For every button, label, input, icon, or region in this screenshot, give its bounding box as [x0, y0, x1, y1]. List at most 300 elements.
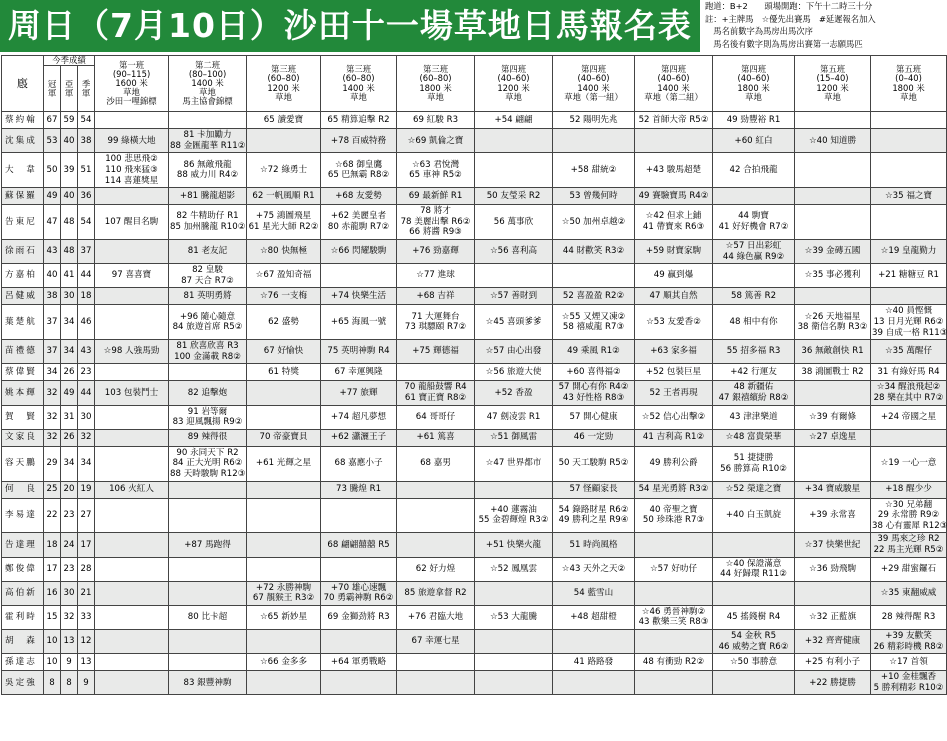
trainer-stat: 41	[61, 264, 78, 288]
horse-entry: 13 日月光輝 R6②	[873, 316, 944, 327]
race-entry-cell	[795, 481, 871, 498]
horse-entry: 43 歡樂三笑 R8③	[638, 617, 709, 628]
race-entry-cell	[475, 481, 553, 498]
horse-entry: 44 綠色贏 R9②	[722, 251, 785, 262]
race-entry-cell	[321, 129, 397, 153]
horse-entry: 50 珍珠港 R7③	[642, 515, 705, 526]
race-header-line: (90–115)	[112, 68, 151, 79]
trainer-name: 鄭俊偉	[2, 557, 44, 581]
horse-entry: 67 靚猴王 R3②	[252, 593, 315, 604]
trainer-stat: 18	[78, 288, 95, 305]
trainer-stat: 48	[61, 205, 78, 240]
horse-entry: ☆27 卓逸星	[808, 432, 857, 443]
note-line: 跑道：B+2 頭場開跑：下午十二時三十分	[705, 1, 873, 11]
trainer-name: 姚本輝	[2, 381, 44, 405]
race-entry-cell	[321, 153, 397, 188]
horse-entry: +60 喜得福②	[566, 367, 621, 378]
horse-entry: 51 捷捷勝	[733, 453, 774, 464]
header	[0, 0, 907, 52]
race-entry-cell	[247, 498, 321, 533]
race-entry-cell	[795, 557, 871, 581]
trainer-stat: 44	[78, 381, 95, 405]
trainer-name: 何 良	[2, 481, 44, 498]
race-header-line: 第四班	[740, 64, 767, 75]
race-entry-cell	[795, 129, 871, 153]
race-entry-cell	[475, 153, 553, 188]
race-entry-cell	[553, 188, 635, 205]
horse-entry: 70 勇霸神駒 R6②	[323, 593, 394, 604]
horse-entry: ☆43 天外之天②	[561, 563, 626, 574]
horse-entry: 43 好性格 R8③	[562, 392, 625, 403]
table-row	[2, 557, 947, 581]
race-entry-cell	[95, 239, 169, 263]
race-header	[95, 56, 169, 112]
race-header	[553, 56, 635, 112]
race-entry-cell	[553, 605, 635, 629]
horse-entry: +76 君臨大地	[407, 612, 464, 623]
race-entry-cell	[95, 381, 169, 405]
horse-entry: 28 辣得醒 R3	[881, 612, 936, 623]
horse-entry: 54 星光勇將 R3②	[638, 484, 709, 495]
race-entry-cell	[321, 288, 397, 305]
race-entry-cell	[553, 405, 635, 429]
trainer-stat: 54	[78, 205, 95, 240]
trainer-name: 告東尼	[2, 205, 44, 240]
table-row	[2, 381, 947, 405]
stat-header-label: 亞軍	[64, 78, 74, 98]
race-header-line: 第三班	[345, 64, 372, 75]
race-entry-cell	[95, 305, 169, 340]
horse-entry: +61 篤喜	[416, 432, 455, 443]
trainer-stat: 48	[61, 239, 78, 263]
horse-entry: 52 首師大帝 R5②	[638, 114, 709, 125]
race-entry-cell	[713, 671, 795, 695]
horse-entry: +68 友愛勢	[335, 190, 382, 201]
horse-entry: 47 劍凌雲 R1	[486, 411, 541, 422]
race-entry-cell	[713, 305, 795, 340]
horse-entry: 39 自成一格 R11③	[872, 327, 947, 338]
race-entry-cell	[321, 498, 397, 533]
race-entry-cell	[321, 630, 397, 654]
race-entry-cell	[321, 364, 397, 381]
race-entry-cell	[871, 381, 947, 405]
race-entry-cell	[871, 288, 947, 305]
race-entry-cell	[397, 429, 475, 446]
race-entry-cell	[169, 429, 247, 446]
race-entry-cell	[713, 498, 795, 533]
trainer-stat: 53	[44, 129, 61, 153]
race-header-line: (60–80)	[342, 73, 375, 84]
race-entry-cell	[475, 557, 553, 581]
horse-entry: ☆36 勁飛駒	[808, 563, 857, 574]
table-row	[2, 153, 947, 188]
race-header-line: 第二班	[194, 59, 221, 70]
horse-entry: ☆50 加州卓越②	[561, 216, 626, 227]
race-entry-cell	[397, 581, 475, 605]
horse-entry: 62 盛勢	[268, 316, 299, 327]
race-entry-cell	[247, 446, 321, 481]
horse-entry: 82 牛精助仔 R1	[176, 211, 239, 222]
trainer-stat: 29	[44, 446, 61, 481]
race-entry-cell	[713, 654, 795, 671]
race-entry-cell	[475, 129, 553, 153]
race-entry-cell	[95, 188, 169, 205]
race-entry-cell	[795, 239, 871, 263]
race-entry-cell	[475, 654, 553, 671]
race-entry-cell	[795, 153, 871, 188]
race-entry-cell	[635, 129, 713, 153]
race-header-line: 草地（第二組）	[644, 91, 703, 102]
horse-entry: ☆42 但求上鋪	[645, 211, 702, 222]
race-entry-cell	[871, 654, 947, 671]
horse-entry: +34 寶威駿星	[804, 484, 861, 495]
race-entry-cell	[871, 630, 947, 654]
horse-entry: 58 禧威龍 R7③	[562, 322, 625, 333]
race-entry-cell	[321, 305, 397, 340]
race-entry-cell	[635, 429, 713, 446]
horse-entry: 61 特獎	[268, 367, 299, 378]
race-header-line: 草地	[123, 87, 140, 98]
race-entry-cell	[321, 581, 397, 605]
horse-entry: 97 喜喜寶	[111, 270, 152, 281]
horse-entry: 90 永同天下 R2	[176, 447, 239, 458]
race-entry-cell	[713, 581, 795, 605]
horse-entry: +74 超凡夢想	[330, 411, 387, 422]
race-header-line: (0–40)	[895, 73, 922, 84]
race-entry-cell	[635, 239, 713, 263]
horse-entry: 70 帝豪寶貝	[259, 432, 308, 443]
trainer-stat: 38	[44, 288, 61, 305]
race-entry-cell	[713, 364, 795, 381]
race-entry-cell	[95, 205, 169, 240]
race-entry-cell	[321, 429, 397, 446]
horse-entry: ☆65 新妙星	[259, 612, 308, 623]
trainer-stat: 37	[78, 239, 95, 263]
trainer-name: 沈集成	[2, 129, 44, 153]
trainer-stat: 21	[78, 581, 95, 605]
horse-entry: +52 香盈	[494, 387, 533, 398]
race-entry-cell	[321, 605, 397, 629]
race-entry-cell	[795, 630, 871, 654]
horse-entry: 85 加州騰龍 R10②	[170, 222, 246, 233]
trainer-stat: 30	[61, 288, 78, 305]
race-entry-cell	[475, 630, 553, 654]
race-entry-cell	[475, 239, 553, 263]
race-entry-cell	[397, 264, 475, 288]
horse-entry: 81 欣喜欣喜 R3	[176, 341, 239, 352]
race-header	[635, 56, 713, 112]
horse-entry: 51 時尚風格	[569, 539, 618, 550]
trainer-stat: 37	[44, 340, 61, 364]
trainer-name: 李易達	[2, 498, 44, 533]
race-entry-cell	[553, 112, 635, 129]
race-entry-cell	[871, 129, 947, 153]
horse-entry: 56 萬事欣	[493, 216, 534, 227]
race-header-line: 1400 米	[657, 82, 690, 93]
race-entry-cell	[95, 264, 169, 288]
entries-table	[1, 55, 947, 695]
horse-entry: 48 相中有你	[729, 316, 778, 327]
horse-entry: 61 寶正寶 R8②	[404, 392, 467, 403]
horse-entry: 47 銀禧繽紛 R8②	[718, 392, 789, 403]
stat-header-thirds	[78, 66, 95, 112]
horse-entry: +29 甜蜜鑼石	[880, 563, 937, 574]
trainer-stat: 18	[44, 533, 61, 557]
race-header-line: 馬主協會錦標	[182, 96, 233, 107]
race-entry-cell	[871, 305, 947, 340]
race-header-line: 草地	[350, 91, 367, 102]
trainer-stat: 28	[78, 557, 95, 581]
table-row	[2, 188, 947, 205]
trainer-stat: 33	[78, 605, 95, 629]
race-entry-cell	[475, 381, 553, 405]
horse-entry: 44 財歡笑 R3②	[562, 246, 625, 257]
horse-entry: 57 開心有你 R4②	[558, 382, 629, 393]
horse-entry: 46 一定勁	[573, 432, 614, 443]
horse-entry: +40 蓮霧油	[490, 504, 537, 515]
horse-entry: ☆17 首領	[889, 656, 928, 667]
race-entry-cell	[397, 153, 475, 188]
horse-entry: 38 心有靈犀 R12③	[872, 520, 947, 531]
horse-entry: 78 將才	[420, 206, 451, 217]
race-entry-cell	[169, 340, 247, 364]
horse-entry: 56 勝算高 R10②	[720, 463, 787, 474]
horse-entry: ☆66 金多多	[259, 656, 308, 667]
race-entry-cell	[635, 405, 713, 429]
race-entry-cell	[95, 446, 169, 481]
race-entry-cell	[635, 605, 713, 629]
table-row	[2, 239, 947, 263]
horse-entry: +60 紅白	[734, 135, 773, 146]
race-entry-cell	[871, 557, 947, 581]
race-entry-cell	[635, 498, 713, 533]
horse-entry: ☆46 勇晉神駒②	[641, 606, 706, 617]
race-entry-cell	[169, 671, 247, 695]
horse-entry: 86 無敵飛龍	[183, 159, 232, 170]
race-entry-cell	[713, 153, 795, 188]
horse-entry: +75 鴻圖飛星	[255, 211, 312, 222]
race-header-line: 第四班	[660, 64, 687, 75]
trainer-stat: 32	[44, 405, 61, 429]
horse-entry: 100 金滿載 R8②	[174, 351, 241, 362]
race-entry-cell	[553, 288, 635, 305]
race-entry-cell	[169, 264, 247, 288]
horse-entry: ☆76 一支梅	[259, 291, 308, 302]
horse-entry: 87 天合 R7②	[181, 275, 234, 286]
horse-entry: ☆57 善財到	[489, 291, 538, 302]
horse-entry: 82 皇駿	[192, 265, 223, 276]
trainer-stat: 67	[44, 112, 61, 129]
table-row	[2, 671, 947, 695]
race-entry-cell	[321, 654, 397, 671]
horse-entry: +48 超甜橙	[570, 612, 617, 623]
race-entry-cell	[247, 188, 321, 205]
horse-entry: ☆32 正藍旗	[808, 612, 857, 623]
race-entry-cell	[95, 654, 169, 671]
race-entry-cell	[795, 288, 871, 305]
race-header-line: (40–60)	[497, 73, 530, 84]
trainer-stat: 23	[78, 364, 95, 381]
horse-entry: 88 金匯龍華 R11②	[170, 140, 246, 151]
race-entry-cell	[795, 429, 871, 446]
race-entry-cell	[795, 340, 871, 364]
trainer-stat: 15	[44, 605, 61, 629]
race-entry-cell	[475, 498, 553, 533]
horse-entry: 69 紅駿 R3	[413, 114, 459, 125]
race-entry-cell	[635, 581, 713, 605]
horse-entry: 57 怪顧家長	[569, 484, 618, 495]
horse-entry: 41 路路發	[573, 656, 614, 667]
race-entry-cell	[795, 364, 871, 381]
race-entry-cell	[553, 153, 635, 188]
horse-entry: +54 翩翩	[494, 114, 533, 125]
trainer-name: 蘇保羅	[2, 188, 44, 205]
horse-entry: +32 齊齊健康	[804, 636, 861, 647]
trainer-stat: 40	[61, 188, 78, 205]
race-entry-cell	[871, 429, 947, 446]
horse-entry: +18 醒少少	[885, 484, 932, 495]
race-entry-cell	[321, 381, 397, 405]
race-entry-cell	[713, 481, 795, 498]
horse-entry: 54 藍雪山	[573, 587, 614, 598]
race-entry-cell	[169, 581, 247, 605]
trainer-stat: 13	[61, 630, 78, 654]
race-entry-cell	[247, 605, 321, 629]
race-header-line: 草地	[505, 91, 522, 102]
horse-entry: 58 篤善 R2	[731, 291, 777, 302]
trainer-stat: 32	[44, 429, 61, 446]
horse-entry: 110 飛來猛③	[105, 164, 158, 175]
race-entry-cell	[321, 112, 397, 129]
horse-entry: 41 好好機會 R7②	[718, 222, 789, 233]
race-entry-cell	[871, 264, 947, 288]
horse-entry: 47 順其自然	[649, 291, 698, 302]
race-entry-cell	[169, 364, 247, 381]
race-header-line: 1800 米	[737, 82, 770, 93]
trainer-stat: 30	[78, 405, 95, 429]
horse-entry: ☆68 御皇鷹	[334, 159, 383, 170]
race-entry-cell	[169, 605, 247, 629]
trainer-stat: 36	[78, 188, 95, 205]
table-row	[2, 305, 947, 340]
horse-entry: 65 車神 R5②	[409, 170, 462, 181]
race-header-line: (60–80)	[419, 73, 452, 84]
trainer-name: 葉楚航	[2, 305, 44, 340]
race-entry-cell	[169, 153, 247, 188]
race-entry-cell	[475, 264, 553, 288]
race-entry-cell	[169, 205, 247, 240]
note-line: 馬名前數字為馬房出馬次序	[705, 26, 813, 36]
race-entry-cell	[871, 581, 947, 605]
race-entry-cell	[553, 129, 635, 153]
horse-entry: +40 白玉凱旋	[725, 510, 782, 521]
trainer-name: 大 韋	[2, 153, 44, 188]
horse-entry: 71 大運舞台	[411, 311, 460, 322]
trainer-stat: 44	[78, 264, 95, 288]
trainer-stat: 23	[61, 498, 78, 533]
race-entry-cell	[95, 364, 169, 381]
race-entry-cell	[713, 630, 795, 654]
race-entry-cell	[475, 188, 553, 205]
trainer-name: 蔡約翰	[2, 112, 44, 129]
horse-entry: 88 威力川 R4②	[176, 170, 239, 181]
race-header-line: 1600 米	[115, 78, 148, 88]
trainer-stat: 10	[44, 630, 61, 654]
race-header	[247, 56, 321, 112]
race-entry-cell	[635, 446, 713, 481]
trainer-stat: 19	[78, 481, 95, 498]
trainer-stat: 8	[61, 671, 78, 695]
table-row	[2, 129, 947, 153]
trainer-stat: 38	[78, 129, 95, 153]
race-entry-cell	[795, 581, 871, 605]
race-entry-cell	[553, 305, 635, 340]
horse-entry: 82 追擊炮	[187, 387, 228, 398]
race-entry-cell	[95, 429, 169, 446]
race-entry-cell	[635, 654, 713, 671]
race-entry-cell	[795, 381, 871, 405]
race-entry-cell	[397, 557, 475, 581]
race-header-line: 第四班	[500, 64, 527, 75]
race-entry-cell	[169, 654, 247, 671]
horse-entry: 29 永常勝 R9②	[877, 510, 940, 521]
table-row	[2, 288, 947, 305]
race-entry-cell	[713, 264, 795, 288]
trainer-stat: 12	[78, 630, 95, 654]
race-entry-cell	[247, 533, 321, 557]
horse-entry: 64 哥哥仔	[415, 411, 456, 422]
trainer-stat: 34	[78, 446, 95, 481]
horse-entry: 67 好愉快	[263, 346, 304, 357]
race-entry-cell	[635, 288, 713, 305]
race-entry-cell	[397, 340, 475, 364]
race-entry-cell	[553, 364, 635, 381]
horse-entry: ☆37 快樂世紀	[804, 539, 861, 550]
race-entry-cell	[871, 188, 947, 205]
race-entry-cell	[169, 481, 247, 498]
horse-entry: 26 精彩時機 R8②	[873, 641, 944, 652]
horse-entry: 100 悲思飛②	[105, 154, 158, 165]
horse-entry: 48 新疆佑	[733, 382, 774, 393]
race-entry-cell	[713, 129, 795, 153]
trainer-name: 胡 森	[2, 630, 44, 654]
race-header-line: 1800 米	[419, 82, 452, 93]
race-entry-cell	[553, 581, 635, 605]
trainer-stat: 22	[44, 498, 61, 533]
race-entry-cell	[169, 381, 247, 405]
table-row	[2, 605, 947, 629]
race-entry-cell	[321, 340, 397, 364]
trainer-stat: 34	[61, 340, 78, 364]
race-header-line: 草地（第一組）	[564, 91, 623, 102]
trainer-stat: 17	[78, 533, 95, 557]
note-line: 註：+主牌馬 ☆優先出賽馬 #延遲報名加入	[705, 13, 876, 24]
race-entry-cell	[321, 239, 397, 263]
horse-entry: +76 勁嘉輝	[412, 246, 459, 257]
race-entry-cell	[475, 671, 553, 695]
horse-entry: +43 駿馬超楚	[645, 164, 702, 175]
stat-header-label: 季軍	[81, 78, 91, 98]
horse-entry: +72 永勝神駒	[255, 582, 312, 593]
race-entry-cell	[169, 129, 247, 153]
stat-header-label: 冠軍	[47, 78, 57, 98]
horse-entry: ☆35 東翻威威	[880, 587, 937, 598]
table-row	[2, 112, 947, 129]
race-entry-cell	[871, 205, 947, 240]
race-entry-cell	[713, 288, 795, 305]
race-entry-cell	[713, 112, 795, 129]
horse-entry: 65 精算追擊 R2	[327, 114, 390, 125]
